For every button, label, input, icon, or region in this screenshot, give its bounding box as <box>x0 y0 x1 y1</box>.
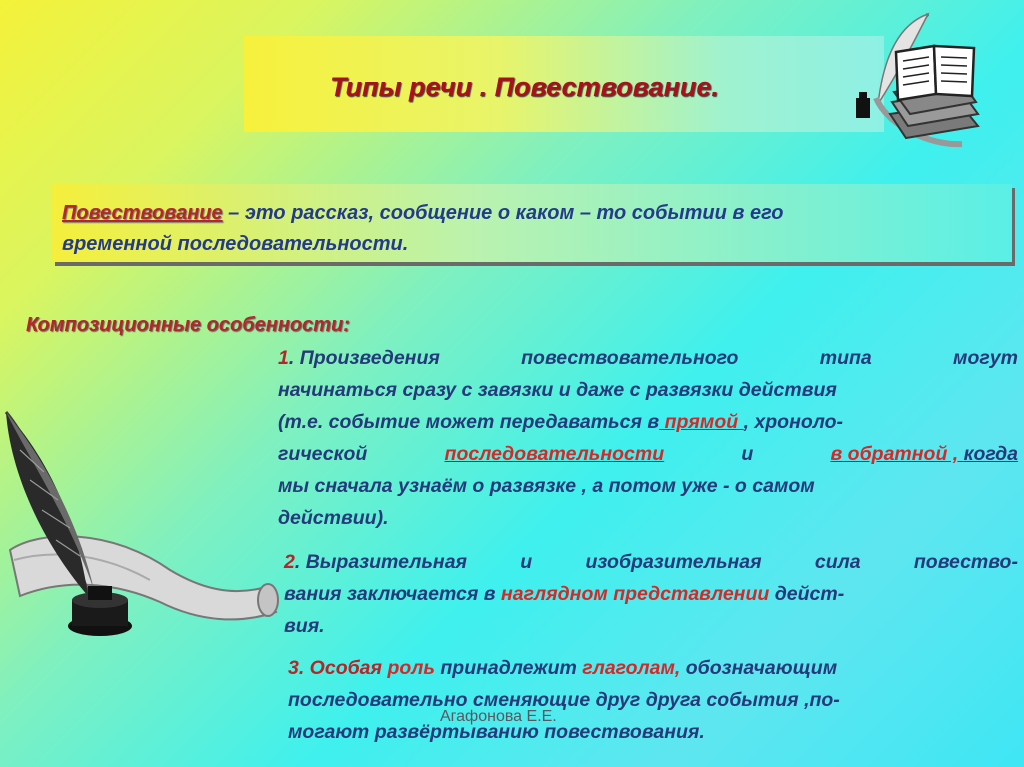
term-reverse: обратной , <box>842 443 964 465</box>
item1-number: 1 <box>278 347 289 369</box>
author-footer: Агафонова Е.Е. <box>440 708 557 725</box>
definition-line1: – это рассказ, сообщение о каком – то событии в его <box>222 202 784 224</box>
composition-item-1 <box>278 342 1018 534</box>
item2-line3: вия. <box>284 615 325 637</box>
item1-line4: гической последовательности и в обратной , когда <box>278 438 1018 470</box>
open-book-icon <box>840 6 990 156</box>
composition-item-2 <box>284 546 1018 642</box>
definition-line2: временной последовательности. <box>62 233 409 255</box>
term-visual: наглядном представлении <box>500 583 770 605</box>
inkwell-icon <box>68 586 132 636</box>
term-direct: прямой <box>659 411 744 433</box>
definition-term: Повествование <box>62 202 223 224</box>
inkwell-icon <box>856 92 870 118</box>
item1-line2: начинаться сразу с завязки и даже с развязки действия <box>278 379 837 401</box>
composition-heading: Композиционные особенности: <box>26 314 350 336</box>
item2-line1: 2. Выразительная и изобразительная сила повество- <box>284 551 1018 573</box>
scroll-icon <box>10 536 278 619</box>
item3-line3: могают развёртыванию повествования. <box>288 721 705 743</box>
quill-pen-icon <box>0 400 280 650</box>
slide-title: Типы речи . Повествование. <box>330 72 719 102</box>
item1-line6: действии). <box>278 507 389 529</box>
term-role: роль <box>387 657 435 679</box>
item2-line2: вания заключается в наглядном представлении дейст- <box>284 583 845 605</box>
item1-line3: (т.е. событие может передаваться в прямой , хроноло- <box>278 411 844 433</box>
definition-text <box>62 198 1002 260</box>
item3-line1: 3. Особая роль принадлежит глаголам, обозначающим <box>288 657 838 679</box>
term-verbs: глаголам, <box>582 657 681 679</box>
composition-item-3 <box>288 652 1018 748</box>
item3-line2: последовательно сменяющие друг друга события ,по- <box>288 689 840 711</box>
term-sequence: последовательности <box>444 443 665 465</box>
item2-number: 2 <box>284 551 295 573</box>
item1-line5: мы сначала узнаём о развязке , а потом уже - о самом <box>278 475 815 497</box>
item1-line1: 1. Произведения повествовательного типа могут <box>278 347 1018 369</box>
